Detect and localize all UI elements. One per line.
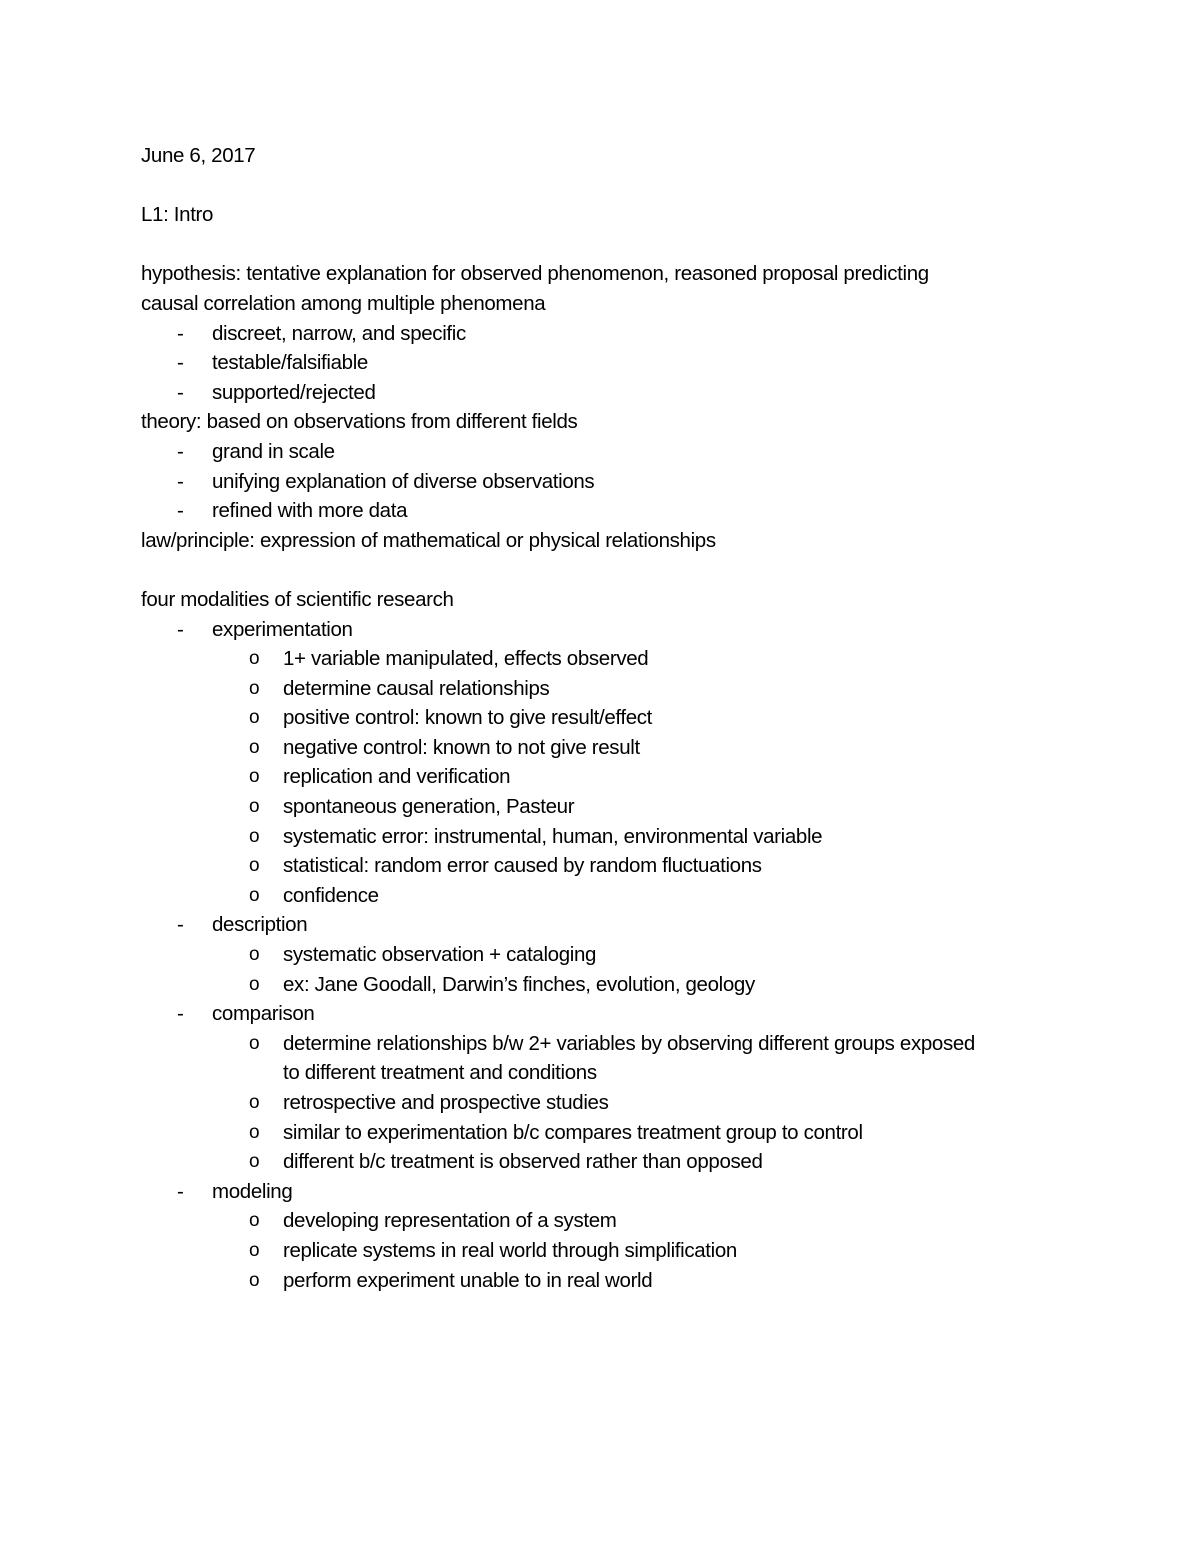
circle-bullet-icon: o <box>249 973 260 995</box>
spacer <box>141 555 1061 585</box>
circle-bullet-icon: o <box>249 1092 260 1113</box>
experimentation-item: o spontaneous generation, Pasteur <box>141 792 1061 822</box>
law-definition: law/principle: expression of mathematical or physical relationships <box>141 528 716 552</box>
hypothesis-bullet: - testable/falsifiable <box>141 348 1061 378</box>
circle-bullet-icon: o <box>249 825 260 847</box>
experimentation-item: o determine causal relationships <box>141 674 1061 704</box>
document-body <box>141 141 1061 1295</box>
circle-bullet-icon: o <box>249 707 260 729</box>
dash-bullet-icon: - <box>177 439 184 463</box>
hypothesis-bullet: - discreet, narrow, and specific <box>141 319 1061 349</box>
circle-bullet-icon: o <box>249 736 260 758</box>
description-item: o systematic observation + cataloging <box>141 940 1061 970</box>
experimentation-item: o 1+ variable manipulated, effects observed <box>141 644 1061 674</box>
description-item: o ex: Jane Goodall, Darwin’s finches, evolution, geology <box>141 970 1061 1000</box>
circle-bullet-icon: o <box>249 1210 260 1232</box>
modeling-item: o replicate systems in real world through simplification <box>141 1236 1061 1266</box>
hypothesis-definition-line1: hypothesis: tentative explanation for observed phenomenon, reasoned proposal predicting <box>141 262 929 286</box>
comparison-item: o determine relationships b/w 2+ variables by observing different groups exposed to different treatment and conditions <box>141 1029 1061 1088</box>
circle-bullet-icon: o <box>249 1269 260 1291</box>
experimentation-item: o replication and verification <box>141 762 1061 792</box>
dash-bullet-icon: - <box>177 380 184 404</box>
dash-bullet-icon: - <box>177 1002 184 1026</box>
circle-bullet-icon: o <box>249 1239 260 1261</box>
lecture-title: L1: Intro <box>141 203 214 227</box>
circle-bullet-icon: o <box>249 677 260 699</box>
experimentation-item: o positive control: known to give result/effect <box>141 703 1061 733</box>
spacer <box>141 171 1061 201</box>
modality-comparison: - comparison <box>141 999 1061 1029</box>
dash-bullet-icon: - <box>177 913 184 937</box>
spacer <box>141 230 1061 260</box>
experimentation-item: o systematic error: instrumental, human, environmental variable <box>141 822 1061 852</box>
modalities-heading: four modalities of scientific research <box>141 587 454 611</box>
circle-bullet-icon: o <box>249 766 260 788</box>
theory-definition: theory: based on observations from different fields <box>141 410 578 434</box>
hypothesis-bullet: - supported/rejected <box>141 378 1061 408</box>
date: June 6, 2017 <box>141 144 256 167</box>
theory-bullet: - unifying explanation of diverse observations <box>141 467 1061 497</box>
modeling-item: o perform experiment unable to in real world <box>141 1266 1061 1296</box>
comparison-item: o retrospective and prospective studies <box>141 1088 1061 1118</box>
dash-bullet-icon: - <box>177 351 184 375</box>
modeling-item: o developing representation of a system <box>141 1206 1061 1236</box>
circle-bullet-icon: o <box>249 1151 260 1173</box>
experimentation-item: o confidence <box>141 881 1061 911</box>
dash-bullet-icon: - <box>177 499 184 523</box>
modality-description: - description <box>141 910 1061 940</box>
modality-experimentation: - experimentation <box>141 615 1061 645</box>
circle-bullet-icon: o <box>249 648 260 670</box>
dash-bullet-icon: - <box>177 1179 184 1203</box>
theory-bullet: - grand in scale <box>141 437 1061 467</box>
circle-bullet-icon: o <box>249 1032 260 1054</box>
circle-bullet-icon: o <box>249 1121 260 1143</box>
comparison-item: o different b/c treatment is observed rather than opposed <box>141 1147 1061 1177</box>
experimentation-item: o statistical: random error caused by random fluctuations <box>141 851 1061 881</box>
dash-bullet-icon: - <box>177 321 184 345</box>
hypothesis-definition-line2: causal correlation among multiple phenomena <box>141 291 546 315</box>
experimentation-item: o negative control: known to not give result <box>141 733 1061 763</box>
dash-bullet-icon: - <box>177 469 184 493</box>
comparison-item: o similar to experimentation b/c compares treatment group to control <box>141 1118 1061 1148</box>
circle-bullet-icon: o <box>249 884 260 906</box>
circle-bullet-icon: o <box>249 855 260 877</box>
dash-bullet-icon: - <box>177 617 184 641</box>
circle-bullet-icon: o <box>249 944 260 966</box>
circle-bullet-icon: o <box>249 796 260 818</box>
modality-modeling: - modeling <box>141 1177 1061 1207</box>
theory-bullet: - refined with more data <box>141 496 1061 526</box>
